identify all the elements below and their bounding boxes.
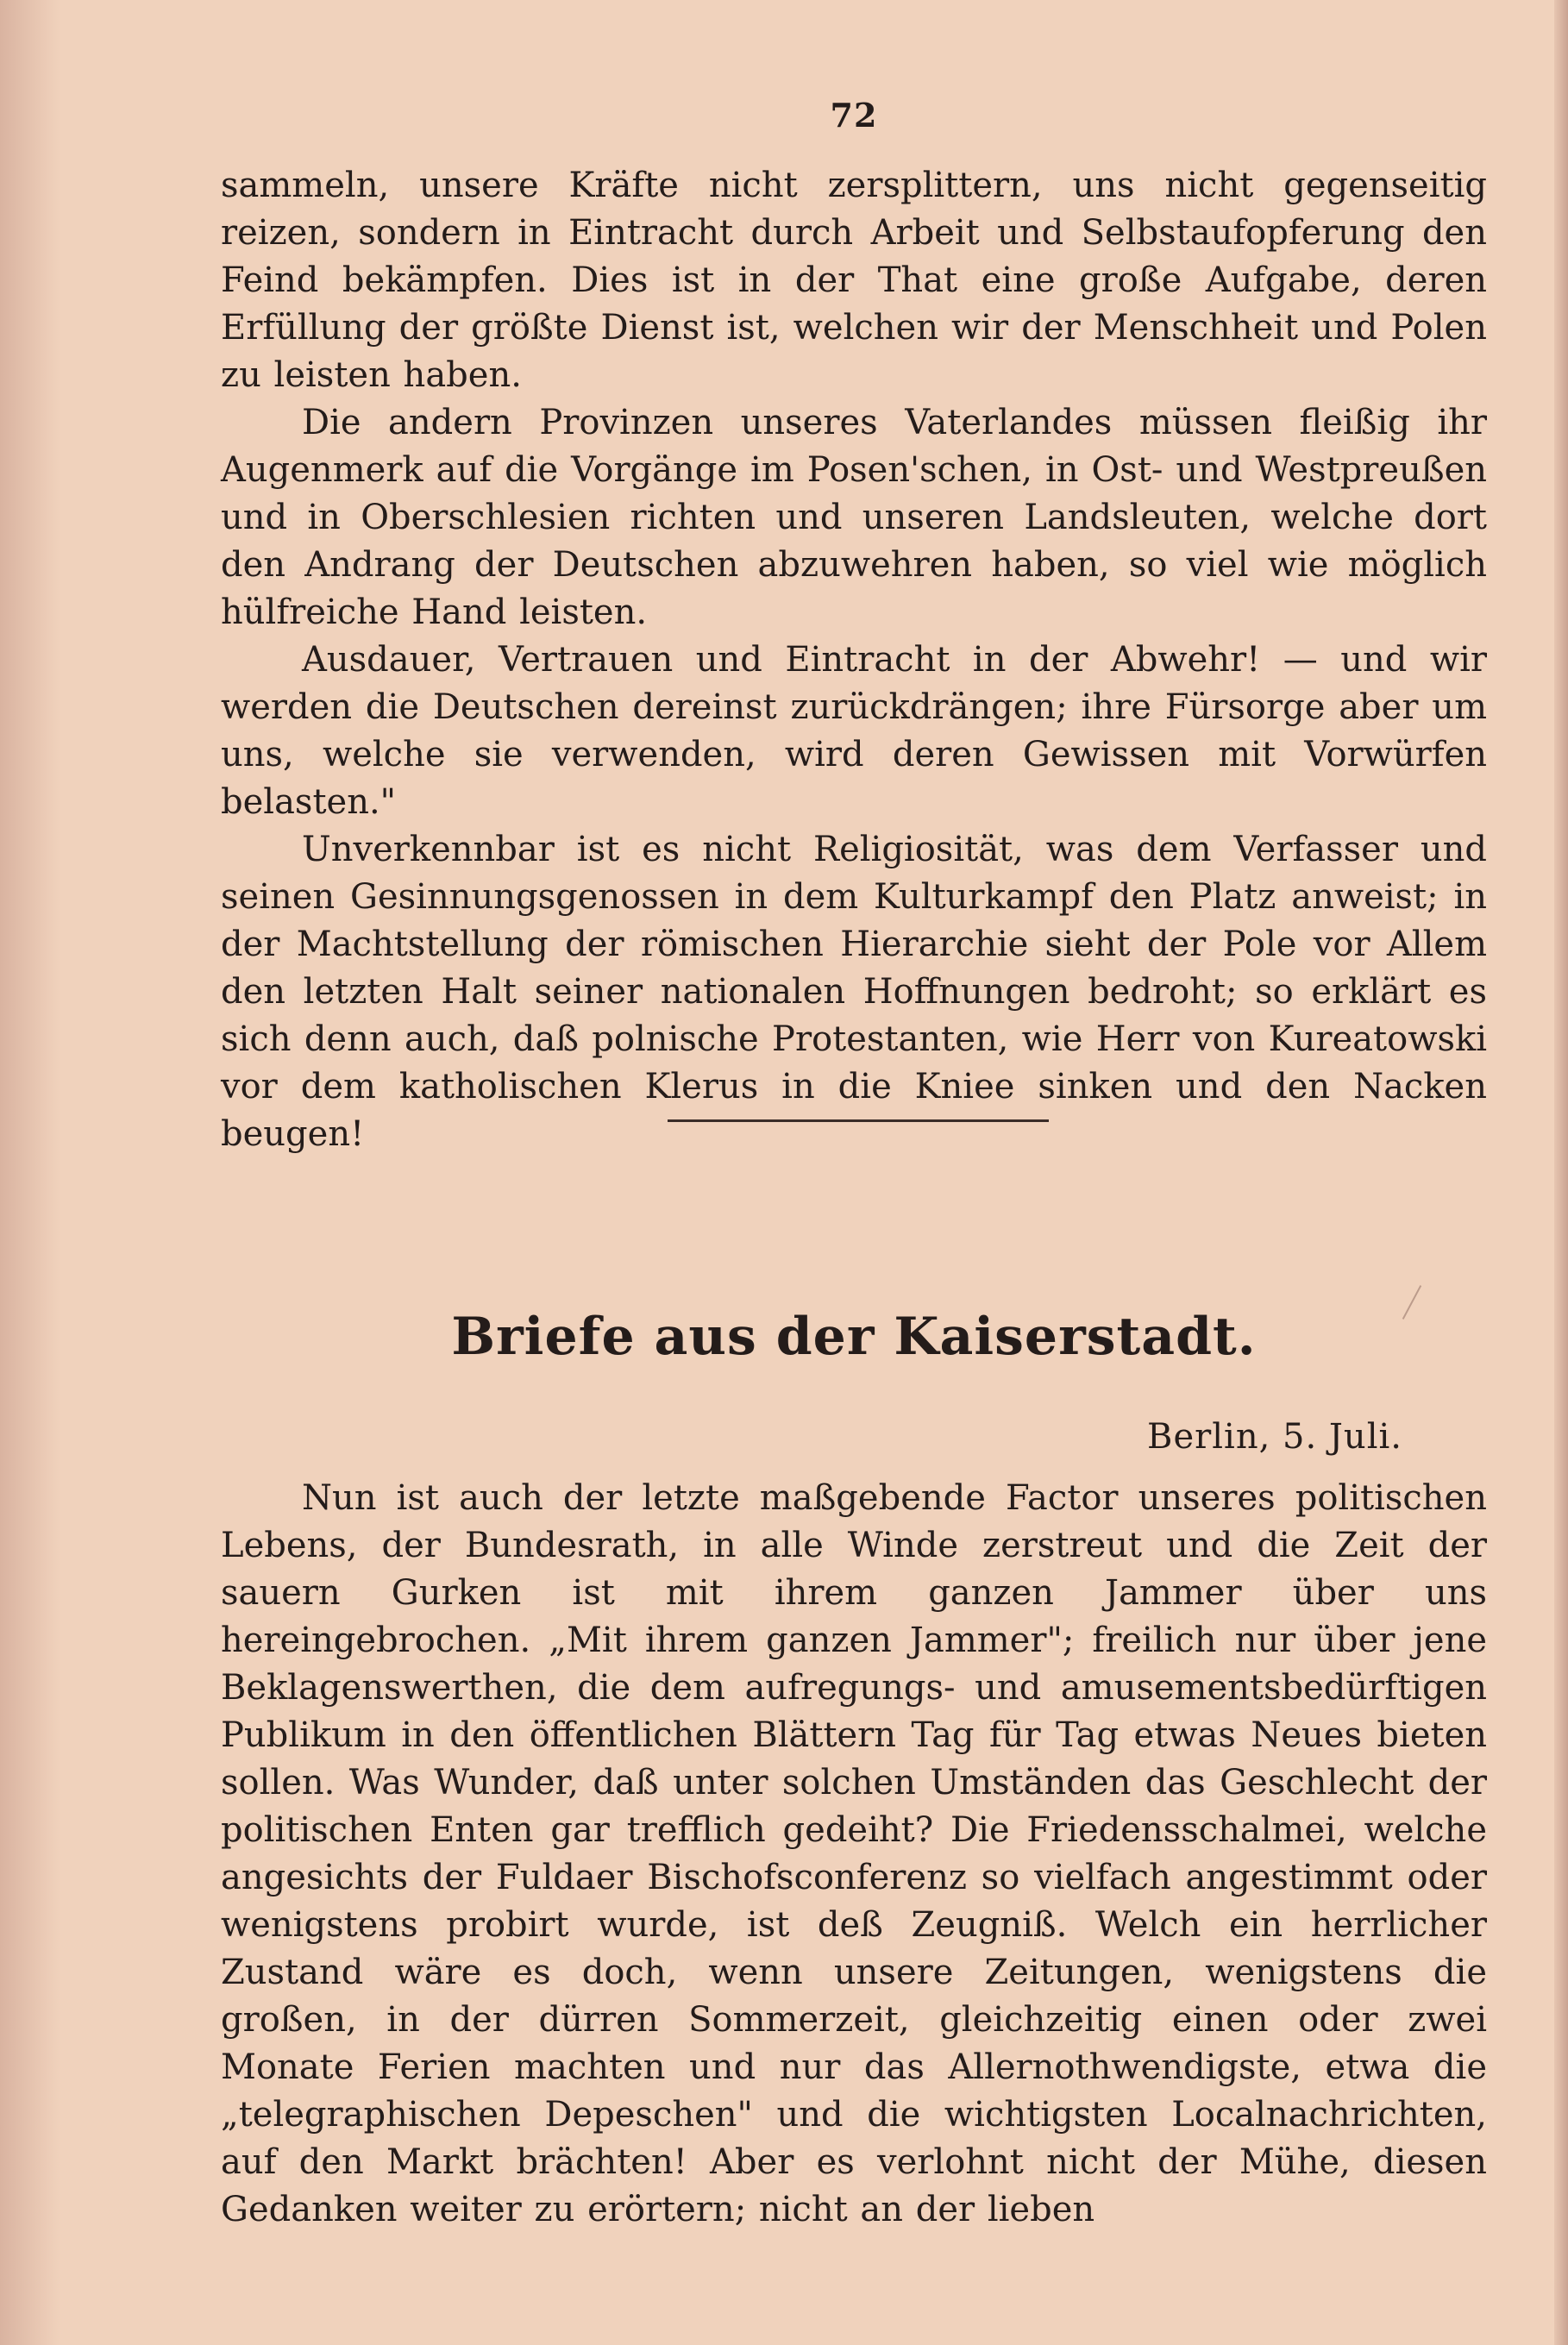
section-divider bbox=[668, 1119, 1049, 1122]
section-body bbox=[221, 1475, 1487, 2234]
section-title: Briefe aus der Kaiserstadt. bbox=[451, 1307, 1257, 1367]
paragraph-1: sammeln, unsere Kräfte nicht zersplittern, uns nicht gegenseitig reizen, sondern in Eintracht durch Arbeit und Selbstaufopferung den Feind bekämpfen. Dies ist in der That eine große Aufgabe, deren Erfüllung der größte Dienst ist, welchen wir der Menschheit und Polen zu leisten haben. bbox=[221, 166, 1487, 395]
paragraph-2: Die andern Provinzen unseres Vaterlandes müssen fleißig ihr Augenmerk auf die Vorgänge im Posen'schen, in Ost- und Westpreußen und in Oberschlesien richten und unseren Landsleuten, welche dort den Andrang der Deutschen abzuwehren haben, so viel wie möglich hülfreiche Hand leisten. bbox=[221, 403, 1487, 632]
paragraph-4: Unverkennbar ist es nicht Religiosität, was dem Verfasser und seinen Gesinnungsgenossen in dem Kulturkampf den Platz anweist; in der Machtstellung der römischen Hierarchie sieht der Pole vor Allem den letzten Halt seiner nationalen Hoffnungen bedroht; so erklärt es sich denn auch, daß polnische Protestanten, wie Herr von Kureatowski vor dem katholischen Klerus in die Kniee sinken und den Nacken beugen! bbox=[221, 830, 1487, 1154]
paragraph-3: Ausdauer, Vertrauen und Eintracht in der Abwehr! — und wir werden die Deutschen dereinst zurückdrängen; ihre Fürsorge aber um uns, welche sie verwenden, wird deren Gewissen mit Vorwürfen belasten." bbox=[221, 640, 1487, 822]
page-number: 72 bbox=[830, 96, 878, 135]
section-paragraph: Nun ist auch der letzte maßgebende Factor unseres politischen Lebens, der Bundesrath, in alle Winde zerstreut und die Zeit der sauern Gurken ist mit ihrem ganzen Jammer über uns hereingebrochen. „Mit ihrem ganzen Jammer"; freilich nur über jene Beklagenswerthen, die dem aufregungs- und amusementsbedürftigen Publikum in den öffentlichen Blättern Tag für Tag etwas Neues bieten sollen. Was Wunder, daß unter solchen Umständen das Geschlecht der politischen Enten gar trefflich gedeiht? Die Friedensschalmei, welche angesichts der Fuldaer Bischofsconferenz so vielfach angestimmt oder wenigstens probirt wurde, ist deß Zeugniß. Welch ein herrlicher Zustand wäre es doch, wenn unsere Zeitungen, wenigstens die großen, in der dürren Sommerzeit, gleichzeitig einen oder zwei Monate Ferien machten und nur das Allernothwendigste, etwa die „telegraphischen Depeschen" und die wichtigsten Localnachrichten, auf den Markt brächten! Aber es verlohnt nicht der Mühe, diesen Gedanken weiter zu erörtern; nicht an der lieben bbox=[221, 1478, 1487, 2229]
dateline: Berlin, 5. Juli. bbox=[1147, 1417, 1402, 1457]
page-content bbox=[221, 69, 1487, 2229]
